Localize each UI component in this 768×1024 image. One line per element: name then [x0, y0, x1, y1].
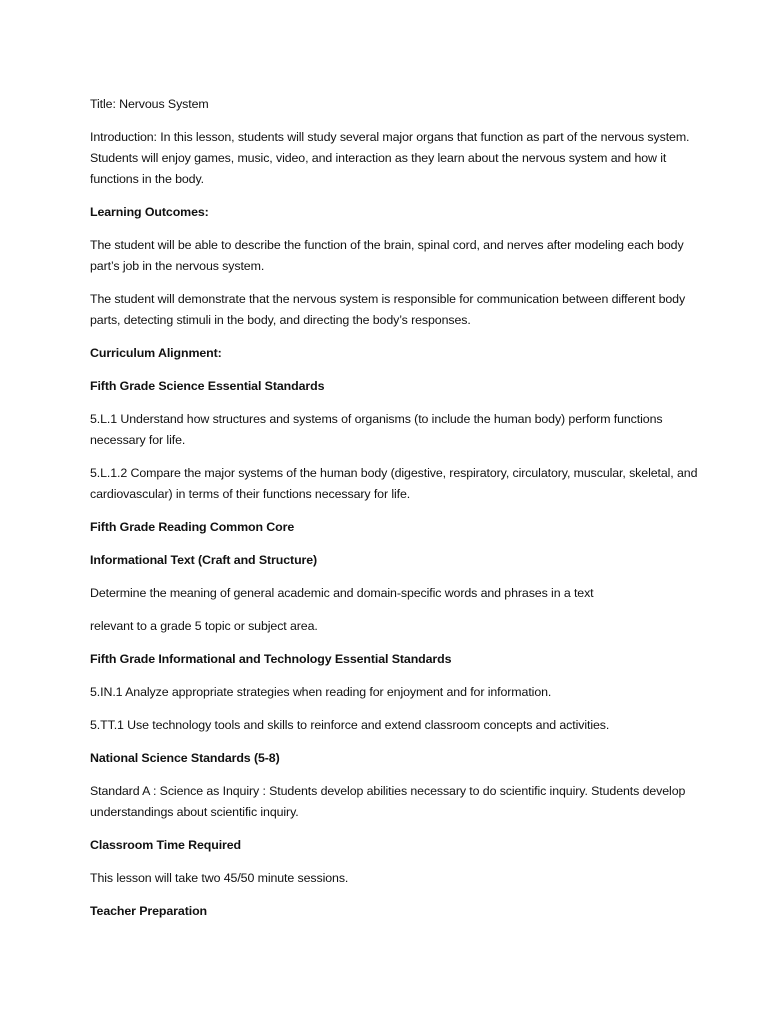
- standard-5tt1: 5.TT.1 Use technology tools and skills to reinforce and extend classroom concepts and activities.: [90, 718, 610, 732]
- introduction-paragraph: Introduction: In this lesson, students will study several major organs that function as part of the nervous system. Students will enjoy games, music, video, and interaction as they learn about the nervous system and how it functions in the body.: [90, 130, 690, 186]
- reading-core-heading: Fifth Grade Reading Common Core: [90, 520, 295, 534]
- time-required-heading: Classroom Time Required: [90, 838, 242, 852]
- teacher-preparation-heading: Teacher Preparation: [90, 904, 208, 918]
- informational-text-heading: Informational Text (Craft and Structure): [90, 553, 318, 567]
- science-standards-heading: Fifth Grade Science Essential Standards: [90, 379, 325, 393]
- info-tech-standards-heading: Fifth Grade Informational and Technology Essential Standards: [90, 652, 452, 666]
- document-title-line: Title: Nervous System: [90, 97, 209, 111]
- learning-outcome-2: The student will demonstrate that the nervous system is responsible for communication between different body parts, detecting stimuli in the body, and directing the body’s responses.: [90, 292, 686, 327]
- curriculum-alignment-heading: Curriculum Alignment:: [90, 346, 222, 360]
- learning-outcome-1: The student will be able to describe the function of the brain, spinal cord, and nerves after modeling each body part’s job in the nervous system.: [90, 238, 684, 273]
- determine-meaning-line: Determine the meaning of general academic and domain-specific words and phrases in a text: [90, 586, 594, 600]
- learning-outcomes-heading: Learning Outcomes:: [90, 205, 209, 219]
- time-required-text: This lesson will take two 45/50 minute sessions.: [90, 871, 349, 885]
- relevant-grade-line: relevant to a grade 5 topic or subject area.: [90, 619, 318, 633]
- standard-a: Standard A : Science as Inquiry : Students develop abilities necessary to do scientific inquiry. Students develop understandings about scientific inquiry.: [90, 784, 686, 819]
- document-page: [90, 94, 700, 934]
- national-standards-heading: National Science Standards (5-8): [90, 751, 280, 765]
- standard-5l1: 5.L.1 Understand how structures and systems of organisms (to include the human body) perform functions necessary for life.: [90, 412, 663, 447]
- standard-5in1: 5.IN.1 Analyze appropriate strategies when reading for enjoyment and for information.: [90, 685, 552, 699]
- standard-5l12: 5.L.1.2 Compare the major systems of the human body (digestive, respiratory, circulatory, muscular, skeletal, and cardiovascular) in terms of their functions necessary for life.: [90, 466, 698, 501]
